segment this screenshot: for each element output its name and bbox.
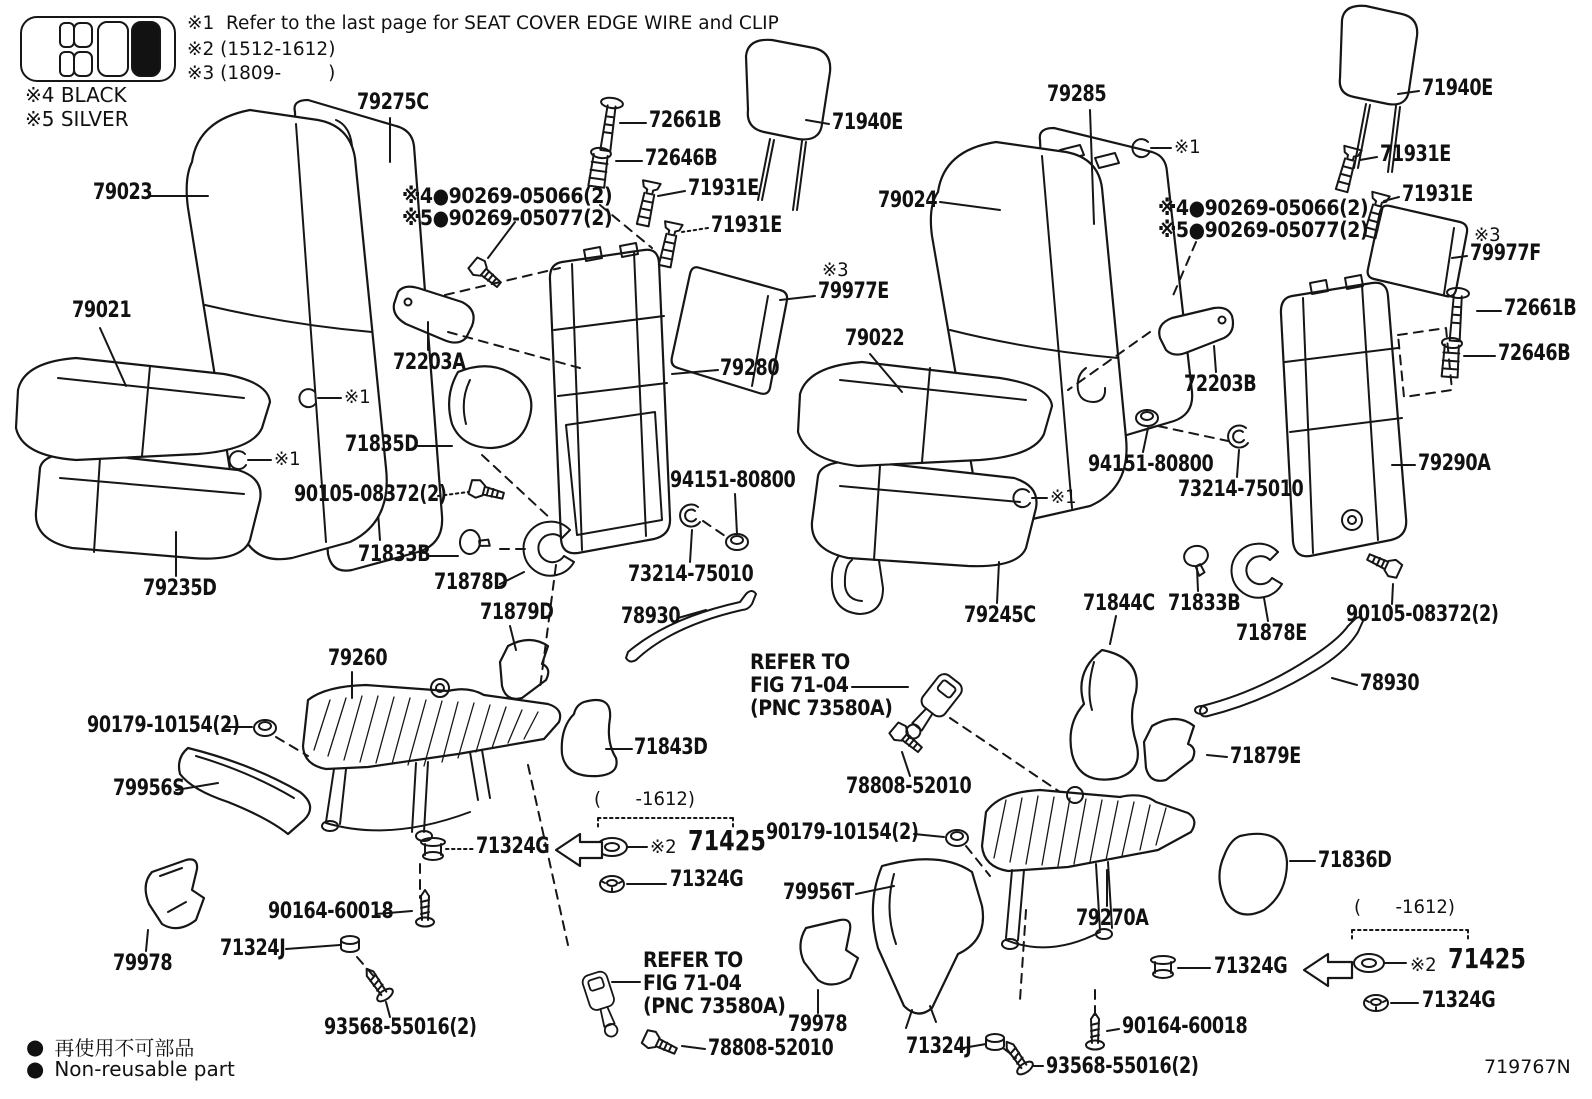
legend-color-silver: ※5 SILVER xyxy=(25,107,129,131)
part-label: 94151-80800 xyxy=(1088,452,1214,477)
part-label: 71324G xyxy=(670,867,744,892)
footer-jp-text: 再使用不可部品 xyxy=(54,1036,195,1060)
part-label: 71931E xyxy=(688,176,759,201)
part-label: 71836D xyxy=(1318,848,1392,873)
footer-en-text: Non-reusable part xyxy=(54,1057,235,1081)
part-label: 71940E xyxy=(832,110,903,135)
part-label: 79024 xyxy=(878,188,938,213)
part-label: 79977F xyxy=(1470,241,1541,266)
part-label: 90105-08372(2) xyxy=(1346,602,1499,627)
part-label: 71324G xyxy=(476,834,550,859)
part-label: 73214-75010 xyxy=(628,562,754,587)
part-label: 78808-52010 xyxy=(708,1036,834,1061)
part-label: 71931E xyxy=(1402,182,1473,207)
part-label: 78930 xyxy=(1360,671,1420,696)
part-label: 71940E xyxy=(1422,76,1493,101)
part-label: 93568-55016(2) xyxy=(324,1015,477,1040)
part-label: 79956S xyxy=(113,776,185,801)
part-label: 79956T xyxy=(783,880,854,905)
part-label: 71833B xyxy=(1168,591,1241,616)
part-label: 90164-60018 xyxy=(268,899,394,924)
part-label: 71879E xyxy=(1230,744,1301,769)
part-label: 79260 xyxy=(328,646,388,671)
part-label: 90179-10154(2) xyxy=(87,713,240,738)
part-label: 73214-75010 xyxy=(1178,477,1304,502)
part-label: 78930 xyxy=(621,604,681,629)
part-label: 71324G xyxy=(1214,954,1288,979)
part-label: ※4●90269-05066(2) xyxy=(1158,196,1369,220)
part-label: FIG 71-04 xyxy=(750,673,849,697)
part-label: REFER TO xyxy=(643,948,743,972)
part-label: 79023 xyxy=(93,180,153,205)
footnote-marker: ※1 xyxy=(274,448,301,470)
part-label: 71878E xyxy=(1236,621,1307,646)
part-label: 71843D xyxy=(634,735,708,760)
part-label: ※5●90269-05077(2) xyxy=(1158,218,1369,242)
part-label: ( -1612) xyxy=(594,788,695,810)
part-label: 72661B xyxy=(1504,296,1577,321)
part-label: ※5●90269-05077(2) xyxy=(402,206,613,230)
footnote-marker: ※1 xyxy=(1174,136,1201,158)
part-label: 71425 xyxy=(1448,942,1526,975)
part-label: 79021 xyxy=(72,298,132,323)
part-label: 71931E xyxy=(711,213,782,238)
part-label: 71425 xyxy=(688,824,766,857)
part-label: 79285 xyxy=(1047,82,1107,107)
part-label: 79245C xyxy=(964,603,1036,628)
footnote-marker: ※2 xyxy=(650,836,677,858)
part-label: 90164-60018 xyxy=(1122,1014,1248,1039)
part-label: (PNC 73580A) xyxy=(750,696,893,720)
part-label: 79270A xyxy=(1076,906,1149,931)
footnote-marker: ※3 xyxy=(1474,224,1501,246)
part-label: 71324J xyxy=(906,1034,972,1059)
legend-color-black: ※4 BLACK xyxy=(25,83,127,107)
part-label: 71324J xyxy=(220,936,286,961)
part-label: FIG 71-04 xyxy=(643,971,742,995)
footnote-marker: ※1 xyxy=(344,386,371,408)
part-label: ( -1612) xyxy=(1354,896,1455,918)
part-label: 93568-55016(2) xyxy=(1046,1054,1199,1079)
part-label: 71833B xyxy=(358,542,431,567)
part-label: 79275C xyxy=(357,90,429,115)
part-label: REFER TO xyxy=(750,650,850,674)
part-label: 79978 xyxy=(788,1012,848,1037)
footnote-3: ※3 (1809- ) xyxy=(187,63,336,84)
non-reusable-dot-icon: ● xyxy=(26,1034,45,1059)
footnote-marker: ※3 xyxy=(822,259,849,281)
non-reusable-dot-icon: ● xyxy=(26,1057,45,1081)
part-label: 71931E xyxy=(1380,142,1451,167)
footnote-marker: ※1 xyxy=(1050,486,1077,508)
part-label: 79290A xyxy=(1418,451,1491,476)
part-label: 90179-10154(2) xyxy=(766,820,919,845)
part-label: 79280 xyxy=(720,356,780,381)
part-label: 94151-80800 xyxy=(670,468,796,493)
part-label: 90105-08372(2) xyxy=(294,482,447,507)
part-label: 71878D xyxy=(434,570,508,595)
part-label: 79235D xyxy=(143,576,217,601)
footnote-marker: ※2 xyxy=(1410,954,1437,976)
part-label: ※4●90269-05066(2) xyxy=(402,184,613,208)
footnote-2: ※2 (1512-1612) xyxy=(187,39,336,60)
drawing-number: 719767N xyxy=(1484,1056,1571,1078)
part-label: 72203A xyxy=(393,350,466,375)
part-label: 79977E xyxy=(818,279,889,304)
part-label: 71835D xyxy=(345,432,419,457)
footer-note-en xyxy=(26,1057,235,1081)
part-label: 72646B xyxy=(645,146,718,171)
part-label: 78808-52010 xyxy=(846,774,972,799)
seat-position-icon xyxy=(21,17,175,81)
part-label: 72661B xyxy=(649,108,722,133)
part-label: 71844C xyxy=(1083,591,1155,616)
left-arrow-icon xyxy=(556,834,602,866)
part-label: 72203B xyxy=(1184,372,1257,397)
footnote-1: ※1 Refer to the last page for SEAT COVER EDGE WIRE and CLIP xyxy=(187,13,779,34)
part-label: 71879D xyxy=(480,600,554,625)
part-label: 79022 xyxy=(845,326,905,351)
part-label: (PNC 73580A) xyxy=(643,994,786,1018)
left-arrow-icon xyxy=(1304,954,1352,986)
part-label: 72646B xyxy=(1498,341,1571,366)
part-label: 71324G xyxy=(1422,988,1496,1013)
part-label: 79978 xyxy=(113,951,173,976)
